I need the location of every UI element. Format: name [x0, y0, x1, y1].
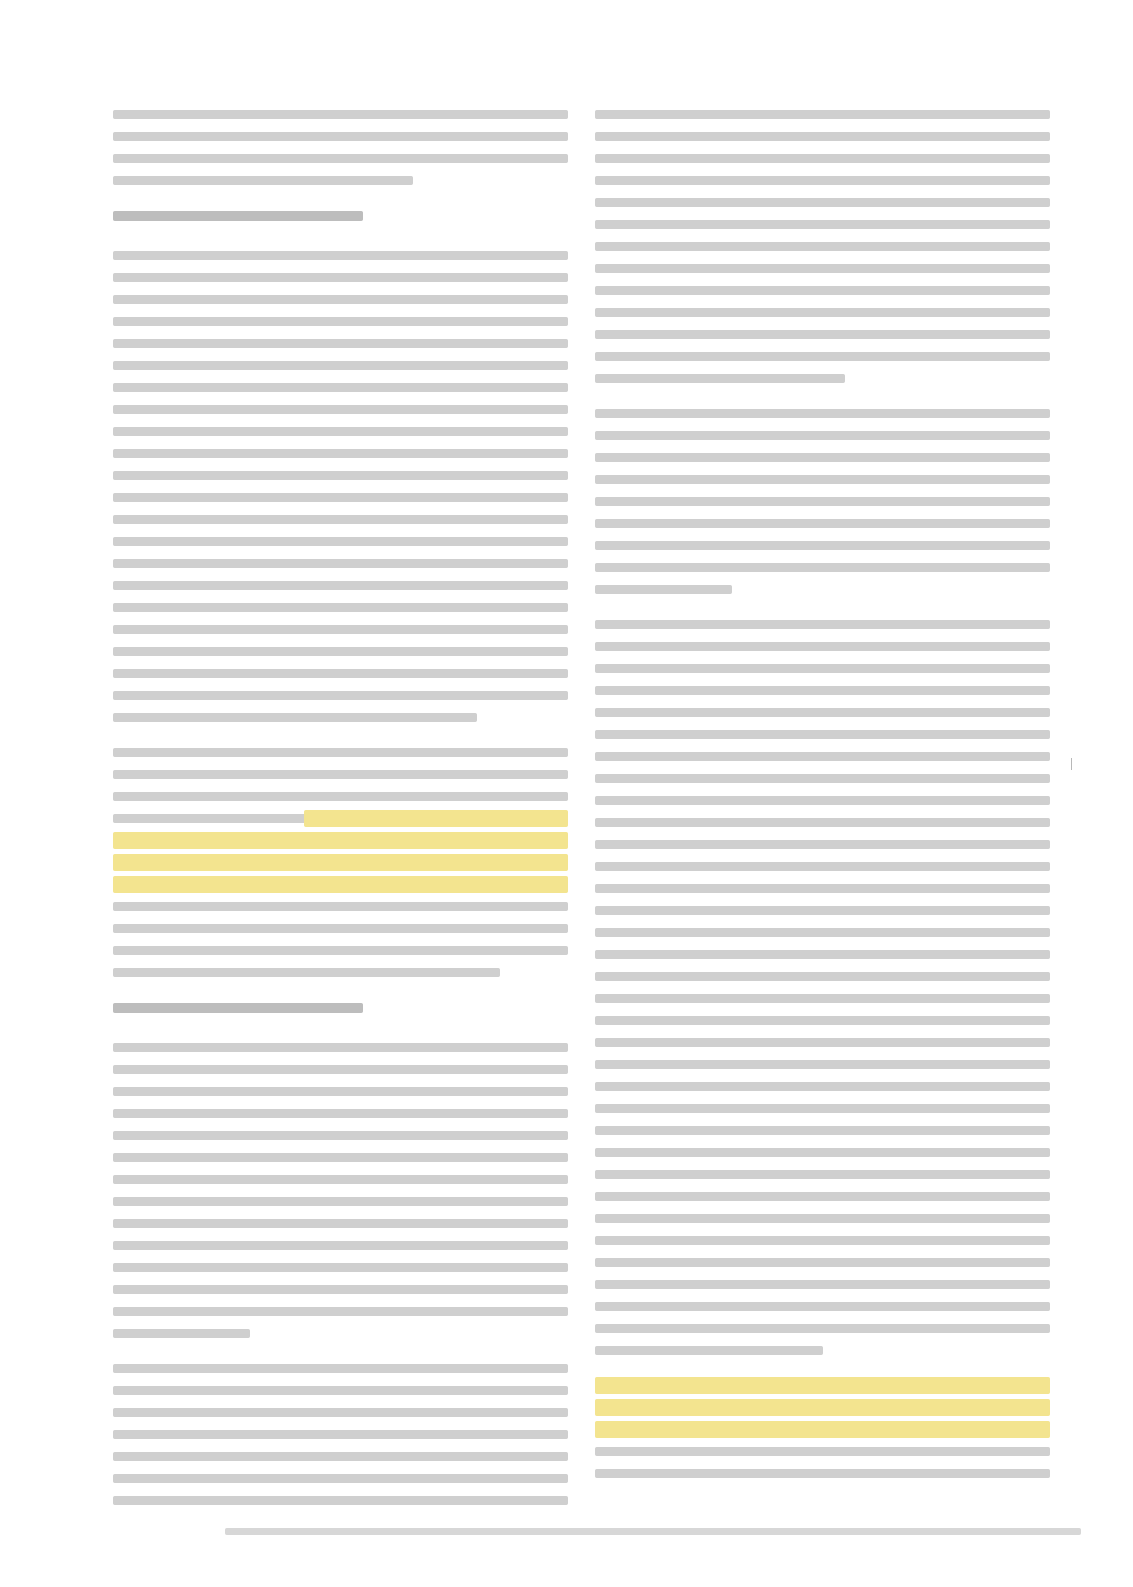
text-line	[113, 1386, 568, 1395]
text-line	[113, 559, 568, 568]
section-heading	[113, 211, 568, 233]
text-line	[113, 1153, 568, 1162]
text-line	[113, 154, 568, 163]
text-line	[113, 1219, 568, 1228]
text-line	[595, 519, 1050, 528]
text-line	[595, 642, 1050, 651]
text-line	[113, 603, 568, 612]
text-line	[113, 1364, 568, 1373]
text-line	[113, 1408, 568, 1417]
text-line	[595, 497, 1050, 506]
margin-mark	[1071, 758, 1078, 770]
text-line	[113, 902, 568, 911]
text-line	[113, 317, 568, 326]
text-line	[595, 330, 1050, 339]
text-line	[113, 1087, 568, 1096]
text-line	[113, 176, 413, 185]
text-line	[595, 730, 1050, 739]
text-line	[595, 110, 1050, 119]
highlight-mark	[304, 810, 568, 827]
text-line	[113, 449, 568, 458]
text-line	[113, 1430, 568, 1439]
text-line	[113, 1241, 568, 1250]
highlight-mark	[113, 854, 568, 871]
text-line	[595, 774, 1050, 783]
text-line	[113, 132, 568, 141]
text-line	[595, 1381, 1050, 1390]
text-line	[113, 251, 568, 260]
text-line	[595, 686, 1050, 695]
text-line	[595, 1104, 1050, 1113]
paragraph	[595, 1381, 1050, 1478]
text-line	[113, 1043, 568, 1052]
text-line	[595, 264, 1050, 273]
paragraph	[113, 1043, 568, 1338]
text-line	[595, 154, 1050, 163]
text-line	[595, 1280, 1050, 1289]
paragraph	[595, 620, 1050, 1355]
text-line	[595, 563, 1050, 572]
text-line	[595, 286, 1050, 295]
text-line	[595, 176, 1050, 185]
paragraph	[595, 110, 1050, 383]
text-line	[113, 770, 568, 779]
text-line	[113, 1329, 250, 1338]
text-line	[595, 585, 732, 594]
text-line	[113, 339, 568, 348]
text-line	[595, 752, 1050, 761]
paragraph	[595, 409, 1050, 594]
text-line	[595, 862, 1050, 871]
text-line	[595, 541, 1050, 550]
text-line	[595, 1016, 1050, 1025]
text-line	[113, 836, 568, 845]
text-line	[113, 924, 568, 933]
text-line	[595, 1447, 1050, 1456]
text-line	[113, 625, 568, 634]
text-line	[595, 1082, 1050, 1091]
text-line	[595, 906, 1050, 915]
text-line	[113, 968, 500, 977]
text-line	[595, 1425, 1050, 1434]
text-line	[595, 198, 1050, 207]
highlight-mark	[595, 1399, 1050, 1416]
text-line	[113, 1285, 568, 1294]
text-line	[113, 1109, 568, 1118]
text-line	[113, 647, 568, 656]
text-line	[113, 1065, 568, 1074]
text-line	[113, 1452, 568, 1461]
text-line	[595, 1038, 1050, 1047]
text-line	[595, 453, 1050, 462]
text-line	[595, 352, 1050, 361]
text-line	[113, 858, 568, 867]
text-line	[113, 537, 568, 546]
highlight-mark	[595, 1421, 1050, 1438]
text-line	[595, 1192, 1050, 1201]
highlight-mark	[113, 876, 568, 893]
text-line	[113, 1263, 568, 1272]
highlight-mark	[595, 1377, 1050, 1394]
text-line	[595, 374, 845, 383]
text-line	[113, 427, 568, 436]
text-line	[113, 471, 568, 480]
text-line	[595, 1324, 1050, 1333]
text-line	[595, 1060, 1050, 1069]
text-line	[595, 1258, 1050, 1267]
text-line	[113, 669, 568, 678]
page-footer	[215, 1528, 1081, 1535]
text-line	[113, 273, 568, 282]
text-line	[595, 475, 1050, 484]
text-line	[595, 884, 1050, 893]
text-line	[113, 295, 568, 304]
right-column	[595, 110, 1050, 1504]
text-line	[595, 1236, 1050, 1245]
left-column	[113, 110, 568, 1531]
text-line	[595, 308, 1050, 317]
text-line	[595, 928, 1050, 937]
text-line	[595, 664, 1050, 673]
text-line	[595, 409, 1050, 418]
text-line	[113, 493, 568, 502]
text-line	[595, 1302, 1050, 1311]
footer-citation	[225, 1528, 1081, 1535]
text-line	[595, 1469, 1050, 1478]
text-line	[595, 1148, 1050, 1157]
text-line	[113, 1131, 568, 1140]
text-line	[595, 994, 1050, 1003]
text-line	[113, 1175, 568, 1184]
text-line	[595, 242, 1050, 251]
text-line	[113, 880, 568, 889]
paragraph	[113, 1364, 568, 1505]
text-line	[595, 1170, 1050, 1179]
text-line	[595, 431, 1050, 440]
text-line	[595, 132, 1050, 141]
text-line	[595, 796, 1050, 805]
text-line	[595, 840, 1050, 849]
text-line	[113, 814, 568, 823]
text-line	[113, 581, 568, 590]
text-line	[113, 405, 568, 414]
paragraph	[113, 748, 568, 977]
text-line	[595, 220, 1050, 229]
section-heading	[113, 1003, 568, 1025]
text-line	[113, 1307, 568, 1316]
text-line	[595, 818, 1050, 827]
text-line	[595, 1403, 1050, 1412]
text-line	[113, 110, 568, 119]
text-line	[595, 620, 1050, 629]
text-line	[113, 748, 568, 757]
paragraph	[113, 110, 568, 185]
text-line	[113, 713, 477, 722]
paragraph	[113, 251, 568, 722]
text-line	[113, 361, 568, 370]
highlight-mark	[113, 832, 568, 849]
text-line	[113, 946, 568, 955]
text-line	[113, 792, 568, 801]
text-line	[113, 383, 568, 392]
text-line	[595, 972, 1050, 981]
text-line	[113, 515, 568, 524]
text-line	[113, 1496, 568, 1505]
text-line	[113, 1197, 568, 1206]
text-line	[595, 950, 1050, 959]
text-line	[113, 1474, 568, 1483]
text-line	[595, 708, 1050, 717]
text-line	[113, 691, 568, 700]
text-line	[595, 1214, 1050, 1223]
text-line	[595, 1126, 1050, 1135]
text-line	[595, 1346, 823, 1355]
